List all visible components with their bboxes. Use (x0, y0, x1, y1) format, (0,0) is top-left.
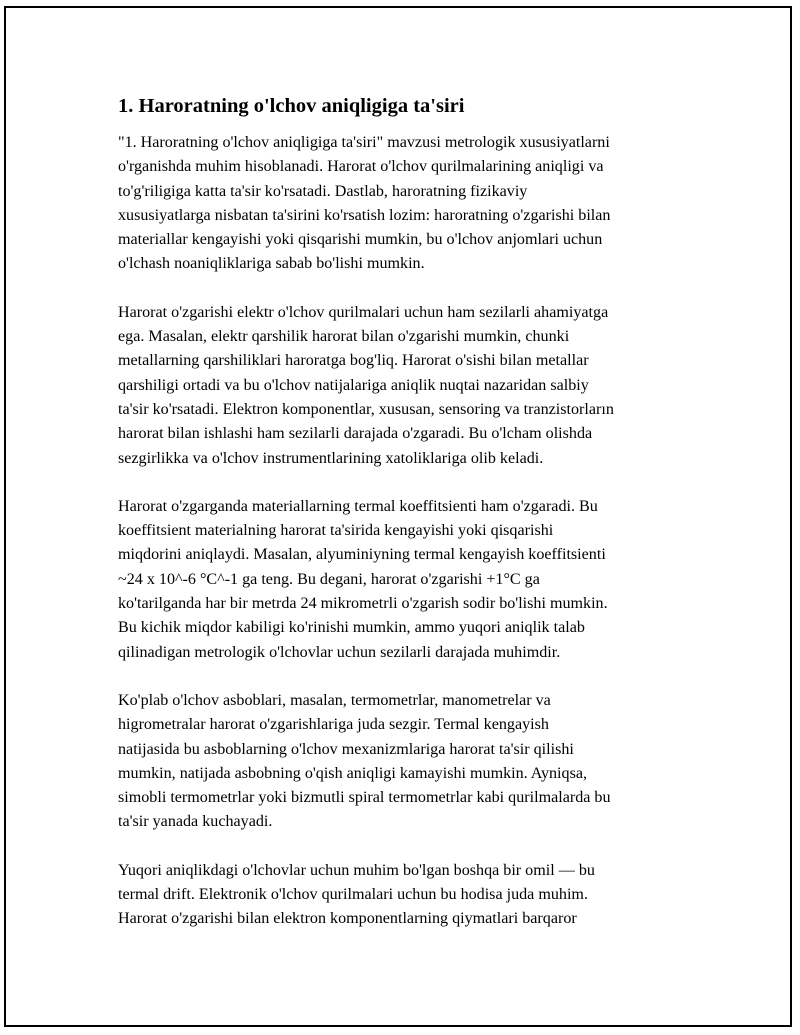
text-line: ta'sir yanada kuchayadi. (118, 813, 273, 831)
text-line: simobli termometrlar yoki bizmutli spiral termometrlar kabi qurilmalarda bu (118, 789, 611, 807)
text-line: materiallar kengayishi yoki qisqarishi mumkin, bu o'lchov anjomlari uchun (118, 231, 603, 249)
text-line: xususiyatlarga nisbatan ta'sirini ko'rsatish lozim: haroratning o'zgarishi bilan (118, 206, 611, 224)
text-line: ~24 x 10^-6 °C^-1 ga teng. Bu degani, harorat o'zgarishi +1°C ga (118, 570, 540, 588)
text-line: o'lchash noaniqliklariga sabab bo'lishi mumkin. (118, 255, 425, 273)
text-line: "1. Haroratning o'lchov aniqligiga ta'siri" mavzusi metrologik xususiyatlarni (118, 134, 610, 151)
text-line: o'rganishda muhim hisoblanadi. Harorat o'lchov qurilmalarining aniqligi va (118, 158, 604, 176)
text-line: ta'sir ko'rsatadi. Elektron komponentlar, xususan, sensoring va tranzistorların (118, 400, 614, 418)
text-line: to'g'riligiga katta ta'sir ko'rsatadi. Dastlab, haroratning fizikaviy (118, 182, 528, 200)
text-line: miqdorini aniqlaydi. Masalan, alyuminiyning termal kengayish koeffitsienti (118, 546, 606, 564)
text-line: metallarning qarshiliklari haroratga bog'liq. Harorat o'sishi bilan metallar (118, 352, 589, 370)
text-line: Harorat o'zgarishi elektr o'lchov qurilmalari uchun ham sezilarli ahamiyatga (118, 303, 609, 321)
text-line: koeffitsient materialning harorat ta'sirida kengayishi yoki qisqarishi (118, 522, 554, 540)
text-line: termal drift. Elektronik o'lchov qurilmalari uchun bu hodisa juda muhim. (118, 886, 588, 904)
paragraph (118, 301, 698, 471)
text-line: qarshiligi ortadi va bu o'lchov natijalariga aniqlik nuqtai nazaridan salbiy (118, 376, 589, 394)
text-line: Harorat o'zgarishi bilan elektron komponentlarning qiymatlari barqaror (118, 910, 577, 928)
document-body (118, 92, 698, 956)
text-line: ko'tarilganda har bir metrda 24 mikrometrli o'zgarish sodir bo'lishi mumkin. (118, 595, 608, 613)
text-line: sezgirlikka va o'lchov instrumentlarining xatoliklariga olib keladi. (118, 449, 544, 467)
text-line: harorat bilan ishlashi ham sezilarli darajada o'zgaradi. Bu o'lcham olishda (118, 425, 593, 443)
paragraph (118, 689, 698, 835)
text-line: Yuqori aniqlikdagi o'lchovlar uchun muhim bo'lgan boshqa bir omil — bu (118, 861, 595, 879)
paragraph (118, 859, 698, 932)
text-line: ega. Masalan, elektr qarshilik harorat bilan o'zgarishi mumkin, chunki (118, 328, 570, 346)
text-line: mumkin, natijada asbobning o'qish aniqligi kamayishi mumkin. Ayniqsa, (118, 764, 587, 782)
text-line: Ko'plab o'lchov asboblari, masalan, termometrlar, manometrelar va (118, 691, 551, 709)
text-line: Harorat o'zgarganda materiallarning termal koeffitsienti ham o'zgaradi. Bu (118, 497, 598, 515)
text-line: natijasida bu asboblarning o'lchov mexanizmlariga harorat ta'sir qilishi (118, 740, 574, 758)
paragraph (118, 131, 698, 277)
text-line: qilinadigan metrologik o'lchovlar uchun sezilarli darajada muhimdir. (118, 643, 561, 661)
paragraph (118, 495, 698, 665)
text-line: higrometralar harorat o'zgarishlariga juda sezgir. Termal kengayish (118, 716, 549, 734)
section-heading: 1. Haroratning o'lchov aniqligiga ta'siri (118, 95, 465, 117)
text-line: Bu kichik miqdor kabiligi ko'rinishi mumkin, ammo yuqori aniqlik talab (118, 619, 585, 637)
